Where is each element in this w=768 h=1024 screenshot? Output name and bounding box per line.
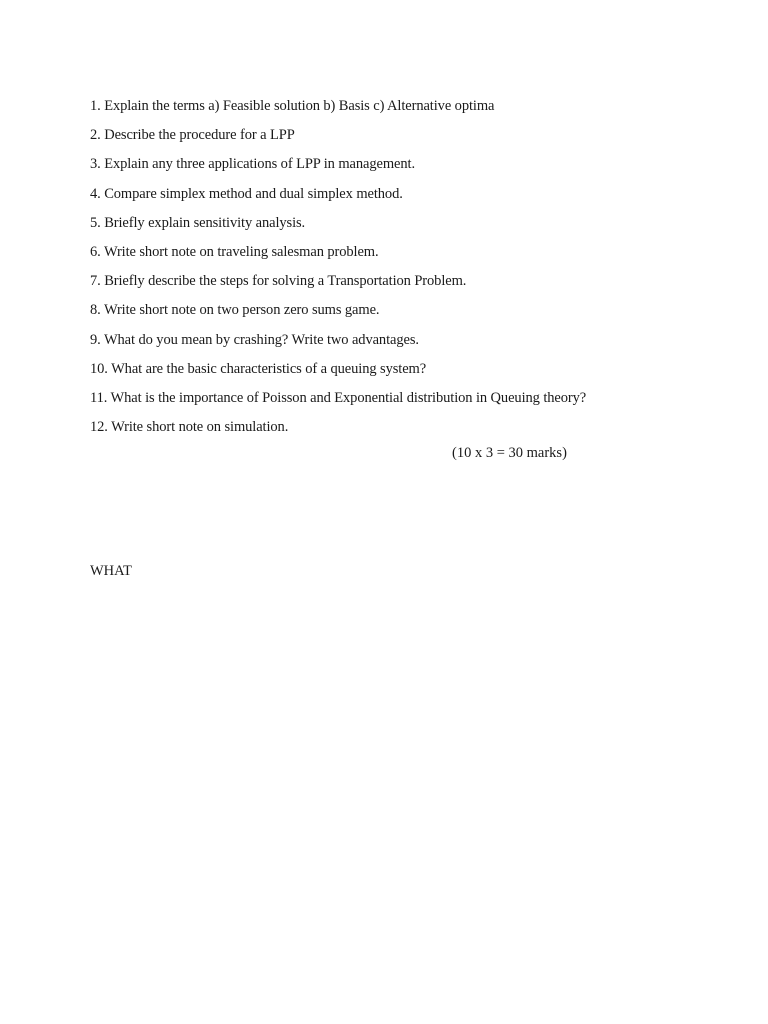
question-item-10: 10. What are the basic characteristics of a queuing system? [90, 360, 427, 377]
question-item-1: 1. Explain the terms a) Feasible solution b) Basis c) Alternative optima [90, 98, 495, 114]
question-item-11: 11. What is the importance of Poisson and Exponential distribution in Queuing theory? [90, 389, 587, 406]
question-item-7: 7. Briefly describe the steps for solving a Transportation Problem. [90, 273, 467, 290]
question-list [90, 92, 586, 442]
question-item-5: 5. Briefly explain sensitivity analysis. [90, 214, 306, 231]
question-item-3: 3. Explain any three applications of LPP in management. [90, 156, 415, 173]
question-item-6: 6. Write short note on traveling salesman problem. [90, 243, 379, 260]
marks-allocation: (10 x 3 = 30 marks) [452, 445, 567, 461]
question-item-4: 4. Compare simplex method and dual simplex method. [90, 185, 403, 202]
trailing-text: WHAT [90, 563, 132, 579]
question-item-8: 8. Write short note on two person zero sums game. [90, 302, 380, 319]
question-item-12: 12. Write short note on simulation. [90, 419, 289, 436]
question-item-2: 2. Describe the procedure for a LPP [90, 127, 295, 144]
question-item-9: 9. What do you mean by crashing? Write two advantages. [90, 331, 419, 348]
